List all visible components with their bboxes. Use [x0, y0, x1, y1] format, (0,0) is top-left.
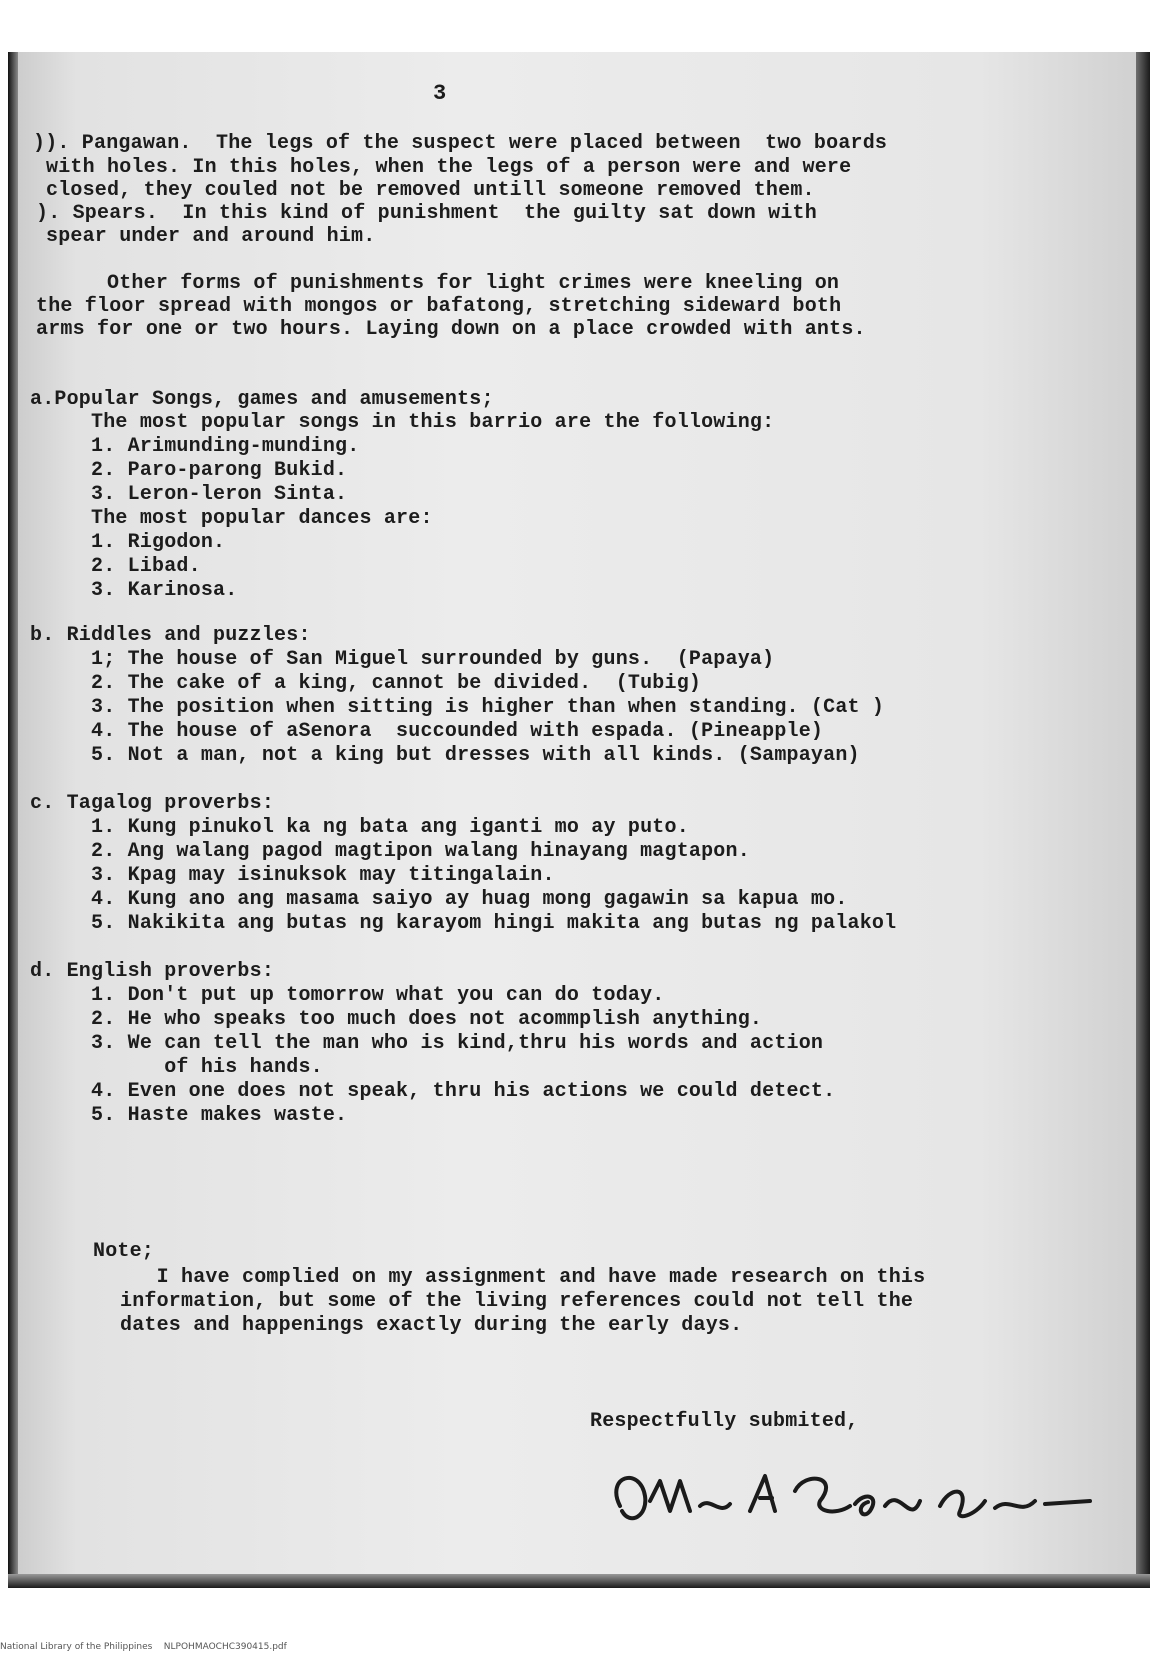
other-punishments-line-1: Other forms of punishments for light crimes were kneeling on [46, 272, 840, 295]
handwritten-signature [600, 1456, 1100, 1536]
dances-intro: The most popular dances are: [30, 507, 433, 530]
footer-source: National Library of the Philippines NLPOHMAOCHC390415.pdf [0, 1642, 287, 1652]
riddle-item: 4. The house of aSenora succounded with espada. (Pineapple) [30, 720, 824, 743]
punishment-pangawan-line-2: with holes. In this holes, when the legs of a person were and were [46, 156, 852, 179]
riddle-item: 1; The house of San Miguel surrounded by guns. (Papaya) [30, 648, 775, 671]
english-proverb-item: 5. Haste makes waste. [30, 1104, 348, 1127]
riddle-item: 3. The position when sitting is higher than when standing. (Cat ) [30, 696, 885, 719]
punishment-spears-line-2: spear under and around him. [46, 225, 376, 248]
dance-item: 2. Libad. [30, 555, 201, 578]
tagalog-proverbs-heading: c. Tagalog proverbs: [30, 792, 275, 815]
punishment-pangawan-line-1: )). Pangawan. The legs of the suspect were placed between two boards [33, 132, 888, 155]
english-proverb-item: of his hands. [30, 1056, 323, 1079]
scanned-page [8, 52, 1150, 1588]
tagalog-proverb-item: 3. Kpag may isinuksok may titingalain. [30, 864, 555, 887]
english-proverbs-heading: d. English proverbs: [30, 960, 275, 983]
riddles-heading: b. Riddles and puzzles: [30, 624, 311, 647]
english-proverb-item: 1. Don't put up tomorrow what you can do today. [30, 984, 665, 1007]
page-number: 3 [433, 81, 447, 106]
songs-heading: a.Popular Songs, games and amusements; [30, 388, 494, 411]
song-item: 1. Arimunding-munding. [30, 435, 360, 458]
riddle-item: 5. Not a man, not a king but dresses with all kinds. (Sampayan) [30, 744, 860, 767]
english-proverb-item: 3. We can tell the man who is kind,thru his words and action [30, 1032, 824, 1055]
note-label: Note; [93, 1240, 155, 1263]
riddle-item: 2. The cake of a king, cannot be divided. (Tubig) [30, 672, 702, 695]
song-item: 3. Leron-leron Sinta. [30, 483, 348, 506]
punishment-spears-line-1: ). Spears. In this kind of punishment the guilty sat down with [36, 202, 817, 225]
english-proverb-item: 2. He who speaks too much does not acommplish anything. [30, 1008, 763, 1031]
other-punishments-line-2: the floor spread with mongos or bafatong, stretching sideward both [36, 295, 842, 318]
tagalog-proverb-item: 5. Nakikita ang butas ng karayom hingi makita ang butas ng palakol [30, 912, 897, 935]
note-line-3: dates and happenings exactly during the early days. [120, 1314, 743, 1337]
other-punishments-line-3: arms for one or two hours. Laying down on a place crowded with ants. [36, 318, 866, 341]
english-proverb-item: 4. Even one does not speak, thru his actions we could detect. [30, 1080, 836, 1103]
closing: Respectfully submited, [590, 1410, 859, 1433]
dance-item: 1. Rigodon. [30, 531, 226, 554]
dance-item: 3. Karinosa. [30, 579, 238, 602]
tagalog-proverb-item: 2. Ang walang pagod magtipon walang hinayang magtapon. [30, 840, 750, 863]
punishment-pangawan-line-3: closed, they couled not be removed untill someone removed them. [46, 179, 815, 202]
tagalog-proverb-item: 4. Kung ano ang masama saiyo ay huag mong gagawin sa kapua mo. [30, 888, 848, 911]
note-line-1: I have complied on my assignment and have made research on this [120, 1266, 926, 1289]
scan-bottom-edge [8, 1574, 1150, 1588]
scan-right-edge [1136, 52, 1150, 1588]
scan-left-edge [8, 52, 18, 1588]
tagalog-proverb-item: 1. Kung pinukol ka ng bata ang iganti mo ay puto. [30, 816, 689, 839]
songs-intro: The most popular songs in this barrio are the following: [30, 411, 775, 434]
note-line-2: information, but some of the living references could not tell the [120, 1290, 914, 1313]
song-item: 2. Paro-parong Bukid. [30, 459, 348, 482]
